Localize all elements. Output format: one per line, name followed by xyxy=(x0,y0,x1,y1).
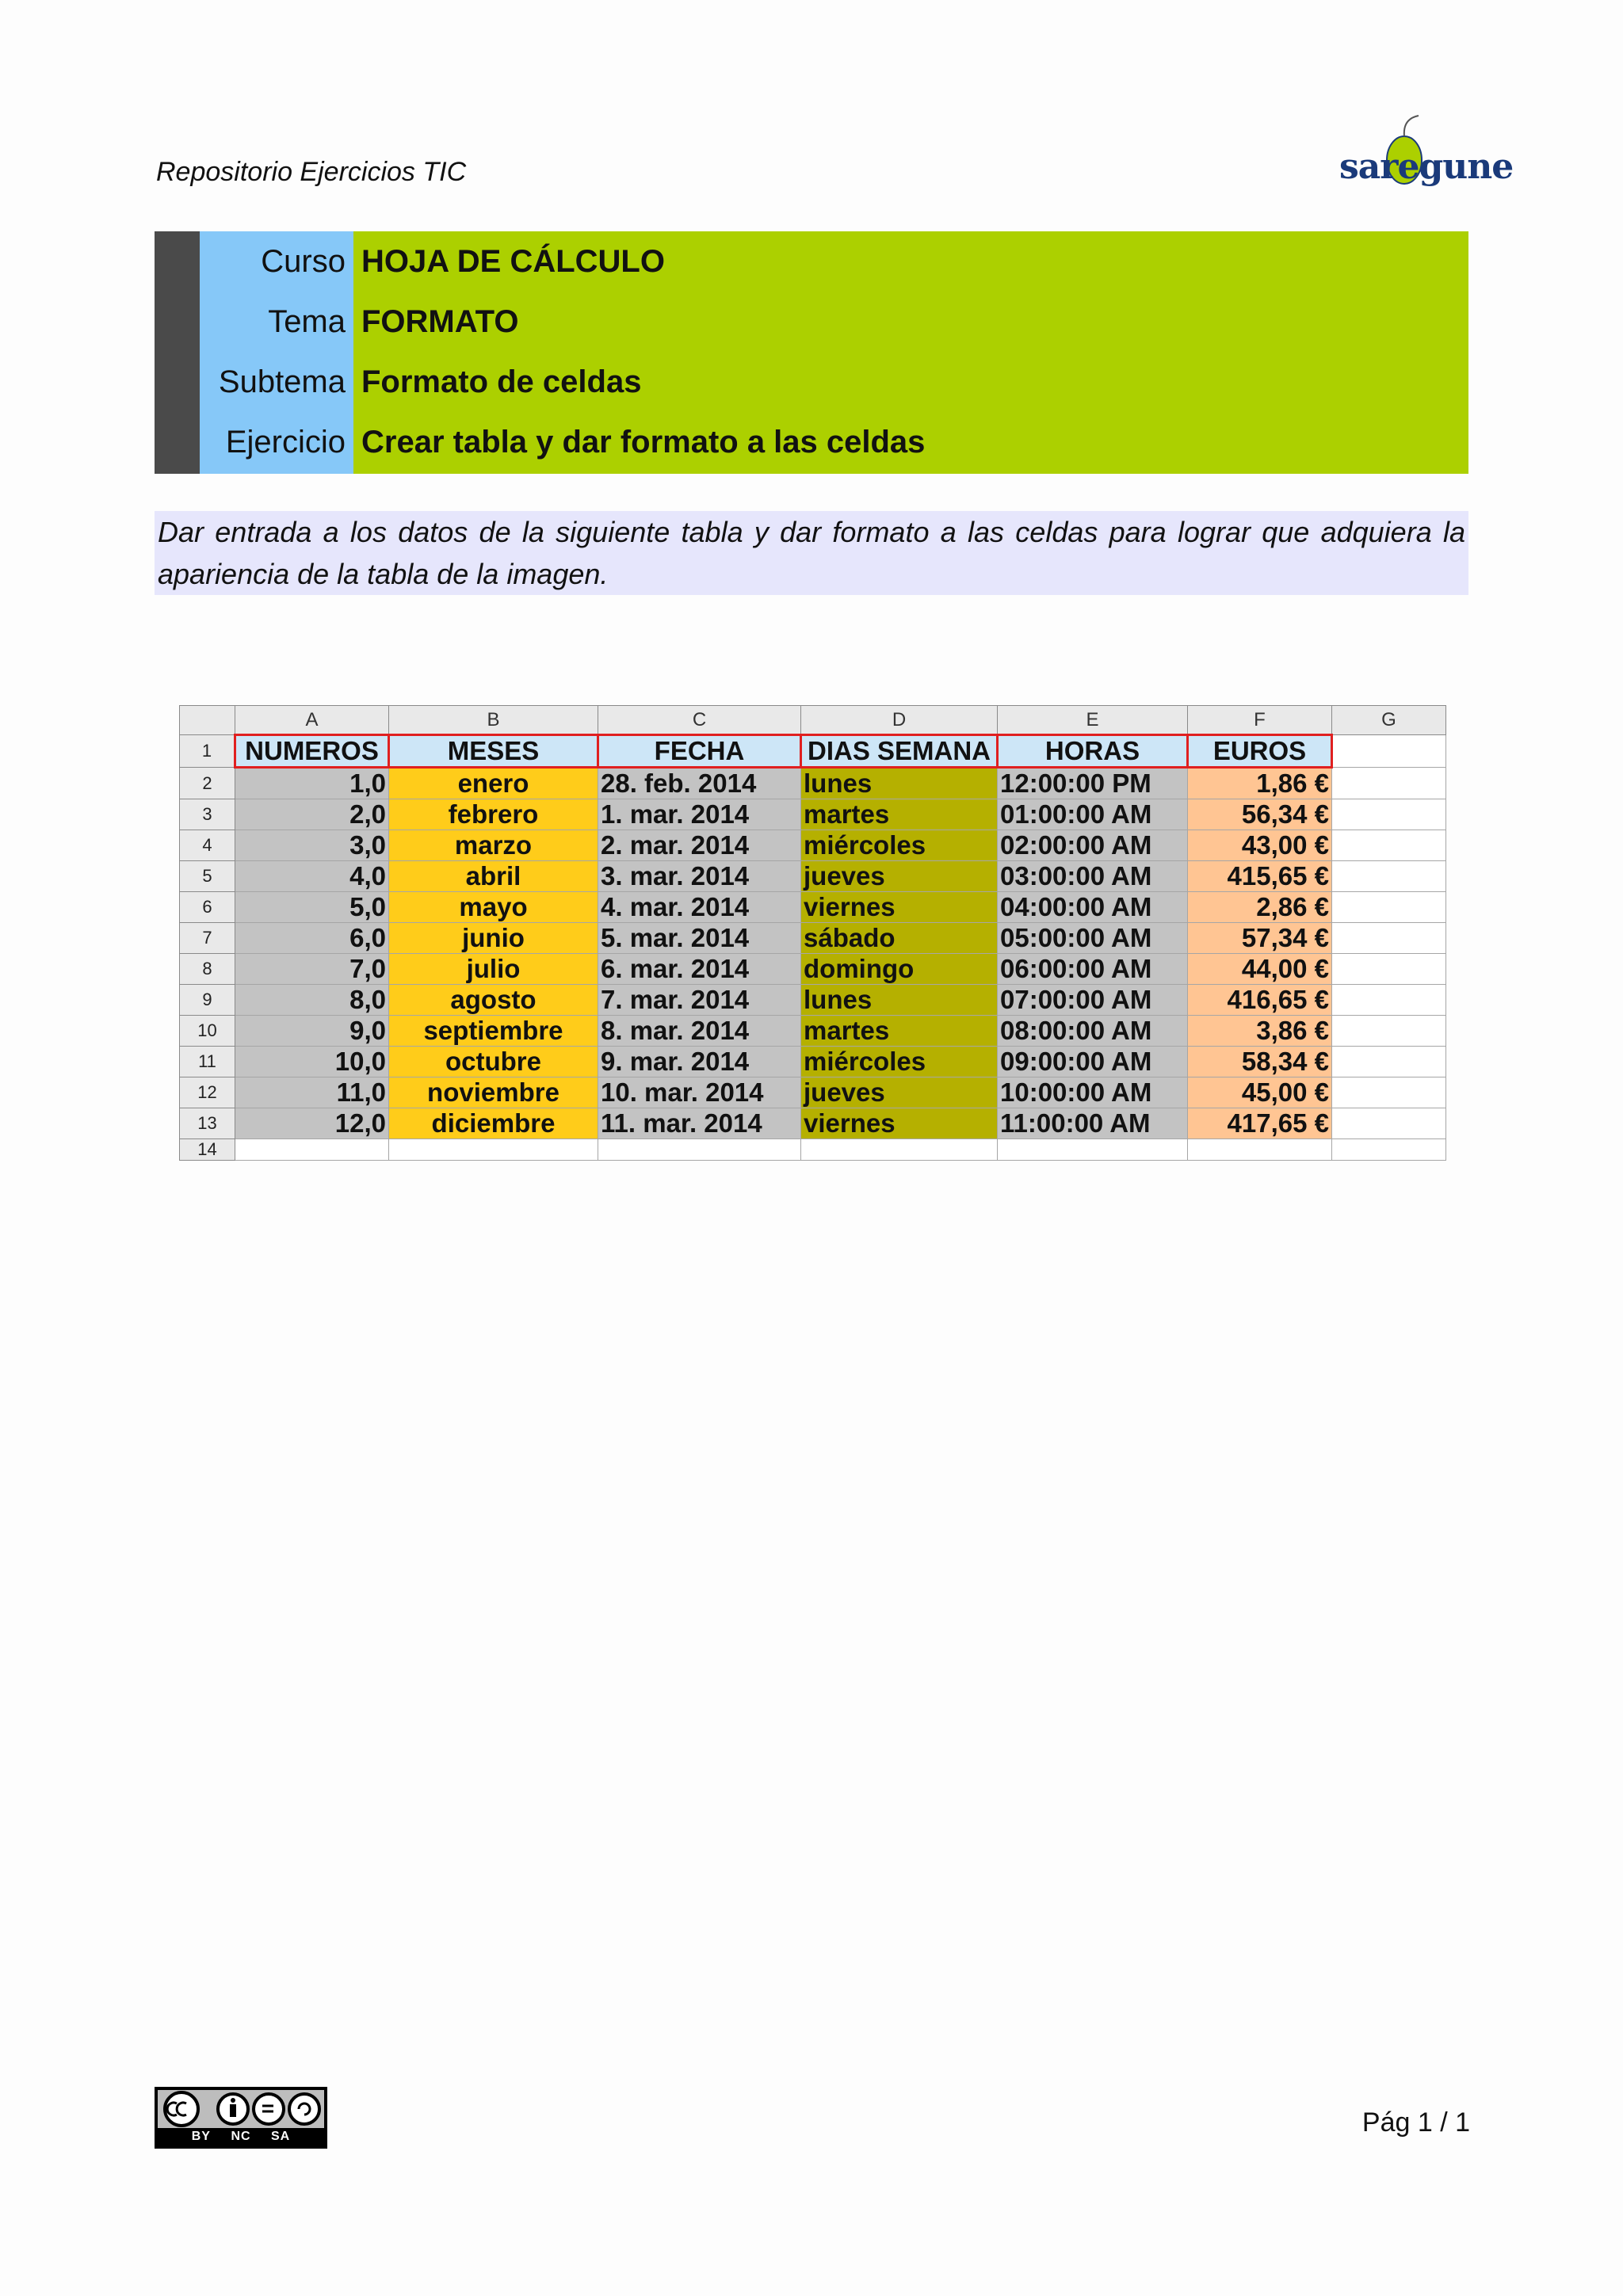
header-cell: NUMEROS xyxy=(235,735,389,768)
data-row xyxy=(180,1016,1446,1047)
cell-empty xyxy=(1332,830,1446,861)
data-row xyxy=(180,768,1446,799)
data-row xyxy=(180,1047,1446,1077)
exercise-description xyxy=(155,511,1468,595)
cell: febrero xyxy=(389,799,598,830)
cell: viernes xyxy=(801,1108,998,1139)
data-row xyxy=(180,830,1446,861)
cell: 10:00:00 AM xyxy=(998,1077,1188,1108)
data-row xyxy=(180,861,1446,892)
cell: 08:00:00 AM xyxy=(998,1016,1188,1047)
row-number: 13 xyxy=(180,1108,235,1139)
repository-title: Repositorio Ejercicios TIC xyxy=(156,157,467,187)
cell: 11:00:00 AM xyxy=(998,1108,1188,1139)
header-cell: DIAS SEMANA xyxy=(801,735,998,768)
data-row xyxy=(180,892,1446,923)
cell: jueves xyxy=(801,861,998,892)
cc-term-sa: SA xyxy=(271,2130,291,2143)
data-row xyxy=(180,799,1446,830)
cell: mayo xyxy=(389,892,598,923)
cell: 10. mar. 2014 xyxy=(598,1077,801,1108)
cell: 4. mar. 2014 xyxy=(598,892,801,923)
cell-empty xyxy=(1332,985,1446,1016)
cell: 416,65 € xyxy=(1188,985,1332,1016)
cell: 2,86 € xyxy=(1188,892,1332,923)
cell-empty xyxy=(1332,1077,1446,1108)
empty-row xyxy=(180,1139,1446,1161)
column-letter-e: E xyxy=(998,706,1188,735)
data-row xyxy=(180,954,1446,985)
label-tema: Tema xyxy=(268,304,346,339)
cell: jueves xyxy=(801,1077,998,1108)
row-number: 9 xyxy=(180,985,235,1016)
cc-term-by: BY xyxy=(191,2130,211,2143)
value-subtema: Formato de celdas xyxy=(361,364,642,399)
cell-empty xyxy=(1332,735,1446,768)
cell: 05:00:00 AM xyxy=(998,923,1188,954)
cell: 7,0 xyxy=(235,954,389,985)
value-tema: FORMATO xyxy=(361,304,519,339)
cell-empty xyxy=(1332,1047,1446,1077)
cell: junio xyxy=(389,923,598,954)
cell: 03:00:00 AM xyxy=(998,861,1188,892)
cell: 09:00:00 AM xyxy=(998,1047,1188,1077)
row-number: 7 xyxy=(180,923,235,954)
cell: 1,86 € xyxy=(1188,768,1332,799)
cell: 8. mar. 2014 xyxy=(598,1016,801,1047)
cell-empty xyxy=(1332,954,1446,985)
column-letter-f: F xyxy=(1188,706,1332,735)
cell: lunes xyxy=(801,985,998,1016)
cell: viernes xyxy=(801,892,998,923)
cc-term-nc: NC xyxy=(231,2130,251,2143)
cell: 5,0 xyxy=(235,892,389,923)
row-number: 11 xyxy=(180,1047,235,1077)
cell: 12:00:00 PM xyxy=(998,768,1188,799)
column-letter-b: B xyxy=(389,706,598,735)
cell: marzo xyxy=(389,830,598,861)
cell: 45,00 € xyxy=(1188,1077,1332,1108)
cell: 07:00:00 AM xyxy=(998,985,1188,1016)
data-row xyxy=(180,1077,1446,1108)
column-letter-g: G xyxy=(1332,706,1446,735)
label-subtema: Subtema xyxy=(218,364,346,399)
row-number: 2 xyxy=(180,768,235,799)
value-ejercicio: Crear tabla y dar formato a las celdas xyxy=(361,425,926,460)
info-side-bar xyxy=(155,231,200,474)
cell-empty xyxy=(1332,1108,1446,1139)
cell: 7. mar. 2014 xyxy=(598,985,801,1016)
header-cell: HORAS xyxy=(998,735,1188,768)
corner-cell xyxy=(180,706,235,735)
cell-empty xyxy=(1332,861,1446,892)
description-text: Dar entrada a los datos de la siguiente tabla y dar formato a las celdas para lograr que adquiera la apariencia de la tabla de la imagen. xyxy=(158,516,1465,590)
data-row xyxy=(180,985,1446,1016)
cell: 43,00 € xyxy=(1188,830,1332,861)
label-curso: Curso xyxy=(261,244,346,279)
cell: 1. mar. 2014 xyxy=(598,799,801,830)
cell: 01:00:00 AM xyxy=(998,799,1188,830)
info-labels xyxy=(200,231,353,474)
cell: 58,34 € xyxy=(1188,1047,1332,1077)
label-ejercicio: Ejercicio xyxy=(225,425,346,460)
column-letter-d: D xyxy=(801,706,998,735)
row-number: 10 xyxy=(180,1016,235,1047)
cc-by-nc-sa-icon xyxy=(158,2090,324,2128)
cell: julio xyxy=(389,954,598,985)
column-letter-a: A xyxy=(235,706,389,735)
cc-icons xyxy=(158,2090,324,2128)
cc-license-badge xyxy=(155,2087,327,2149)
cell: 6,0 xyxy=(235,923,389,954)
cell: 02:00:00 AM xyxy=(998,830,1188,861)
cell: 44,00 € xyxy=(1188,954,1332,985)
cell-empty xyxy=(598,1139,801,1161)
info-values xyxy=(353,231,1468,474)
column-header-row xyxy=(180,706,1446,735)
cell: 57,34 € xyxy=(1188,923,1332,954)
cell: 5. mar. 2014 xyxy=(598,923,801,954)
page-number: Pág 1 / 1 xyxy=(1361,2107,1470,2138)
row-number: 12 xyxy=(180,1077,235,1108)
spreadsheet-image xyxy=(179,705,1446,1161)
cell: 8,0 xyxy=(235,985,389,1016)
cell: 11. mar. 2014 xyxy=(598,1108,801,1139)
cell: abril xyxy=(389,861,598,892)
cell: 417,65 € xyxy=(1188,1108,1332,1139)
cell: 3,86 € xyxy=(1188,1016,1332,1047)
cell: 1,0 xyxy=(235,768,389,799)
cell-empty xyxy=(1332,1139,1446,1161)
cell-empty xyxy=(801,1139,998,1161)
cell: domingo xyxy=(801,954,998,985)
cell: 415,65 € xyxy=(1188,861,1332,892)
cell: enero xyxy=(389,768,598,799)
cell: 4,0 xyxy=(235,861,389,892)
value-curso: HOJA DE CÁLCULO xyxy=(361,244,665,279)
exercise-info-panel xyxy=(155,231,1468,474)
cell: diciembre xyxy=(389,1108,598,1139)
cell: 3. mar. 2014 xyxy=(598,861,801,892)
cell: 9,0 xyxy=(235,1016,389,1047)
saregune-logo xyxy=(1339,111,1514,190)
cell: 2,0 xyxy=(235,799,389,830)
row-number: 5 xyxy=(180,861,235,892)
column-letter-c: C xyxy=(598,706,801,735)
data-row xyxy=(180,923,1446,954)
cell-empty xyxy=(1332,892,1446,923)
cell: septiembre xyxy=(389,1016,598,1047)
cell: agosto xyxy=(389,985,598,1016)
cell: 11,0 xyxy=(235,1077,389,1108)
cell-empty xyxy=(1332,768,1446,799)
header-cell: FECHA xyxy=(598,735,801,768)
spreadsheet-table xyxy=(179,705,1446,1161)
cell: 3,0 xyxy=(235,830,389,861)
cell: 04:00:00 AM xyxy=(998,892,1188,923)
row-number: 6 xyxy=(180,892,235,923)
cell: 56,34 € xyxy=(1188,799,1332,830)
cell: 06:00:00 AM xyxy=(998,954,1188,985)
header-cell: EUROS xyxy=(1188,735,1332,768)
cell-empty xyxy=(1332,1016,1446,1047)
row-number: 1 xyxy=(180,735,235,768)
cell-empty xyxy=(1332,799,1446,830)
data-row xyxy=(180,1108,1446,1139)
cc-terms xyxy=(155,2130,327,2144)
cell: 6. mar. 2014 xyxy=(598,954,801,985)
cell: 12,0 xyxy=(235,1108,389,1139)
cell: noviembre xyxy=(389,1077,598,1108)
cell-empty xyxy=(1188,1139,1332,1161)
cell: 28. feb. 2014 xyxy=(598,768,801,799)
row-number: 14 xyxy=(180,1139,235,1161)
cell: lunes xyxy=(801,768,998,799)
logo-text: saregune xyxy=(1339,147,1514,187)
cell-empty xyxy=(389,1139,598,1161)
header-cell: MESES xyxy=(389,735,598,768)
cell: sábado xyxy=(801,923,998,954)
cell-empty xyxy=(1332,923,1446,954)
cell: 10,0 xyxy=(235,1047,389,1077)
cell: martes xyxy=(801,799,998,830)
cell-empty xyxy=(235,1139,389,1161)
row-number: 3 xyxy=(180,799,235,830)
cell: 9. mar. 2014 xyxy=(598,1047,801,1077)
cell: martes xyxy=(801,1016,998,1047)
row-number: 8 xyxy=(180,954,235,985)
cell: 2. mar. 2014 xyxy=(598,830,801,861)
row-number: 4 xyxy=(180,830,235,861)
cell: octubre xyxy=(389,1047,598,1077)
header-row xyxy=(180,735,1446,768)
cell-empty xyxy=(998,1139,1188,1161)
cell: miércoles xyxy=(801,1047,998,1077)
cell: miércoles xyxy=(801,830,998,861)
